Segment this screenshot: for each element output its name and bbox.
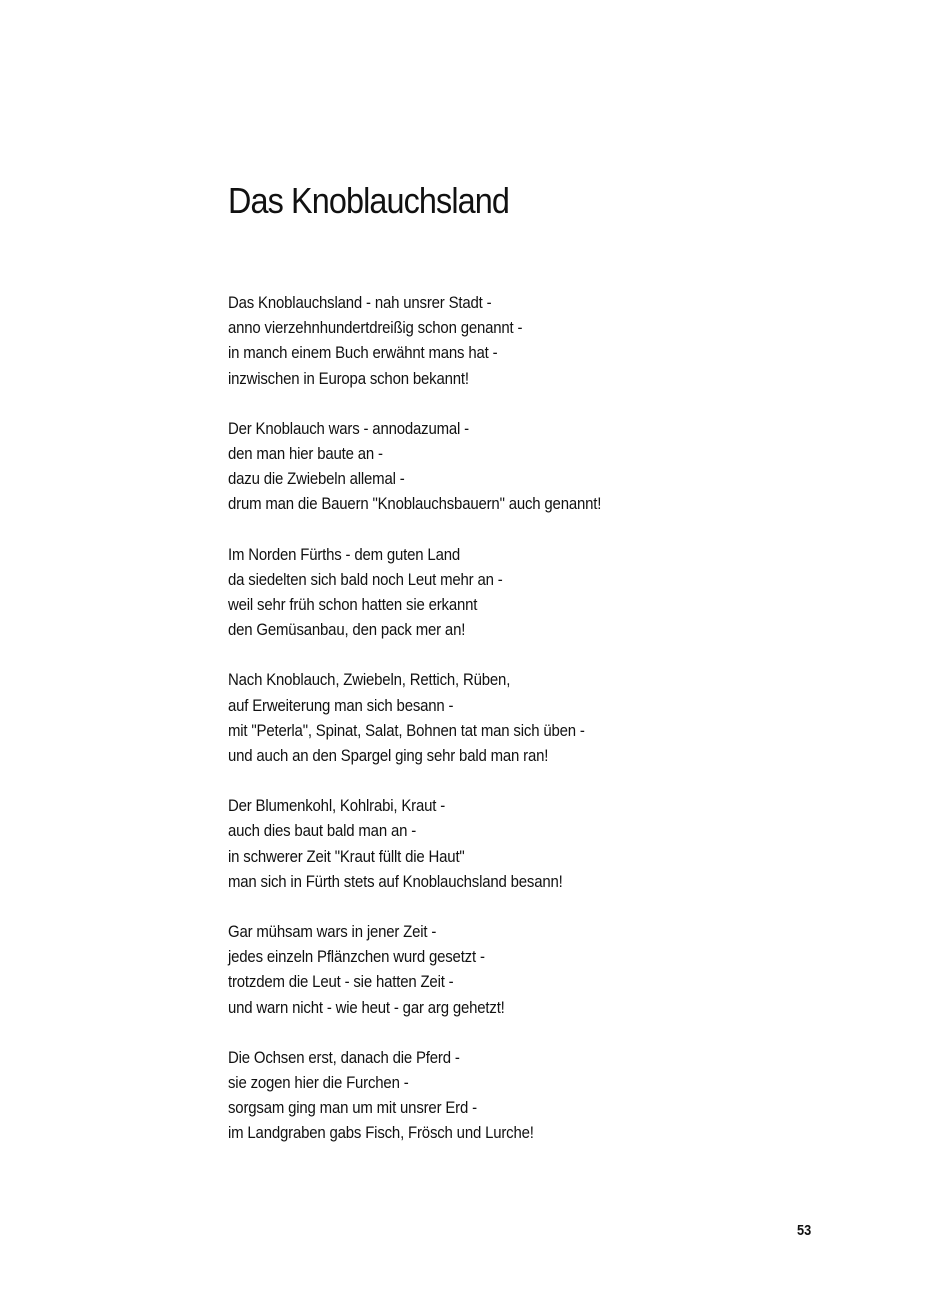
poem-line: da siedelten sich bald noch Leut mehr an - bbox=[228, 569, 503, 589]
poem-line: Der Blumenkohl, Kohlrabi, Kraut - bbox=[228, 796, 446, 816]
poem-line: weil sehr früh schon hatten sie erkannt bbox=[228, 595, 478, 615]
stanza-1 bbox=[228, 290, 788, 391]
poem-body bbox=[228, 290, 788, 1171]
poem-line: inzwischen in Europa schon bekannt! bbox=[228, 368, 469, 388]
poem-line: und warn nicht - wie heut - gar arg gehetzt! bbox=[228, 997, 505, 1017]
stanza-3 bbox=[228, 542, 788, 643]
poem-line: drum man die Bauern "Knoblauchsbauern" auch genannt! bbox=[228, 494, 602, 514]
poem-line: Gar mühsam wars in jener Zeit - bbox=[228, 922, 437, 942]
poem-line: Nach Knoblauch, Zwiebeln, Rettich, Rüben, bbox=[228, 670, 511, 690]
poem-line: trotzdem die Leut - sie hatten Zeit - bbox=[228, 972, 454, 992]
poem-line: Der Knoblauch wars - annodazumal - bbox=[228, 418, 469, 438]
stanza-5 bbox=[228, 793, 788, 894]
page-title: Das Knoblauchsland bbox=[228, 180, 510, 221]
poem-line: in schwerer Zeit "Kraut füllt die Haut" bbox=[228, 846, 465, 866]
stanza-7 bbox=[228, 1045, 788, 1146]
stanza-2 bbox=[228, 416, 788, 517]
poem-line: den man hier baute an - bbox=[228, 444, 383, 464]
poem-line: mit "Peterla", Spinat, Salat, Bohnen tat man sich üben - bbox=[228, 720, 585, 740]
poem-line: den Gemüsanbau, den pack mer an! bbox=[228, 620, 466, 640]
poem-line: jedes einzeln Pflänzchen wurd gesetzt - bbox=[228, 947, 485, 967]
page-number: 53 bbox=[797, 1222, 812, 1239]
poem-line: im Landgraben gabs Fisch, Frösch und Lurche! bbox=[228, 1123, 534, 1143]
poem-line: und auch an den Spargel ging sehr bald man ran! bbox=[228, 746, 549, 766]
poem-line: Das Knoblauchsland - nah unsrer Stadt - bbox=[228, 293, 492, 312]
poem-line: sie zogen hier die Furchen - bbox=[228, 1073, 409, 1093]
poem-line: Die Ochsen erst, danach die Pferd - bbox=[228, 1047, 460, 1067]
poem-line: in manch einem Buch erwähnt mans hat - bbox=[228, 343, 498, 363]
poem-line: sorgsam ging man um mit unsrer Erd - bbox=[228, 1098, 477, 1118]
poem-line: auch dies baut bald man an - bbox=[228, 821, 417, 841]
poem-line: anno vierzehnhundertdreißig schon genannt - bbox=[228, 318, 523, 338]
poem-line: auf Erweiterung man sich besann - bbox=[228, 695, 454, 715]
poem-line: man sich in Fürth stets auf Knoblauchsland besann! bbox=[228, 871, 563, 891]
poem-line: Im Norden Fürths - dem guten Land bbox=[228, 544, 461, 564]
stanza-4 bbox=[228, 667, 788, 768]
stanza-6 bbox=[228, 919, 788, 1020]
poem-line: dazu die Zwiebeln allemal - bbox=[228, 469, 405, 489]
